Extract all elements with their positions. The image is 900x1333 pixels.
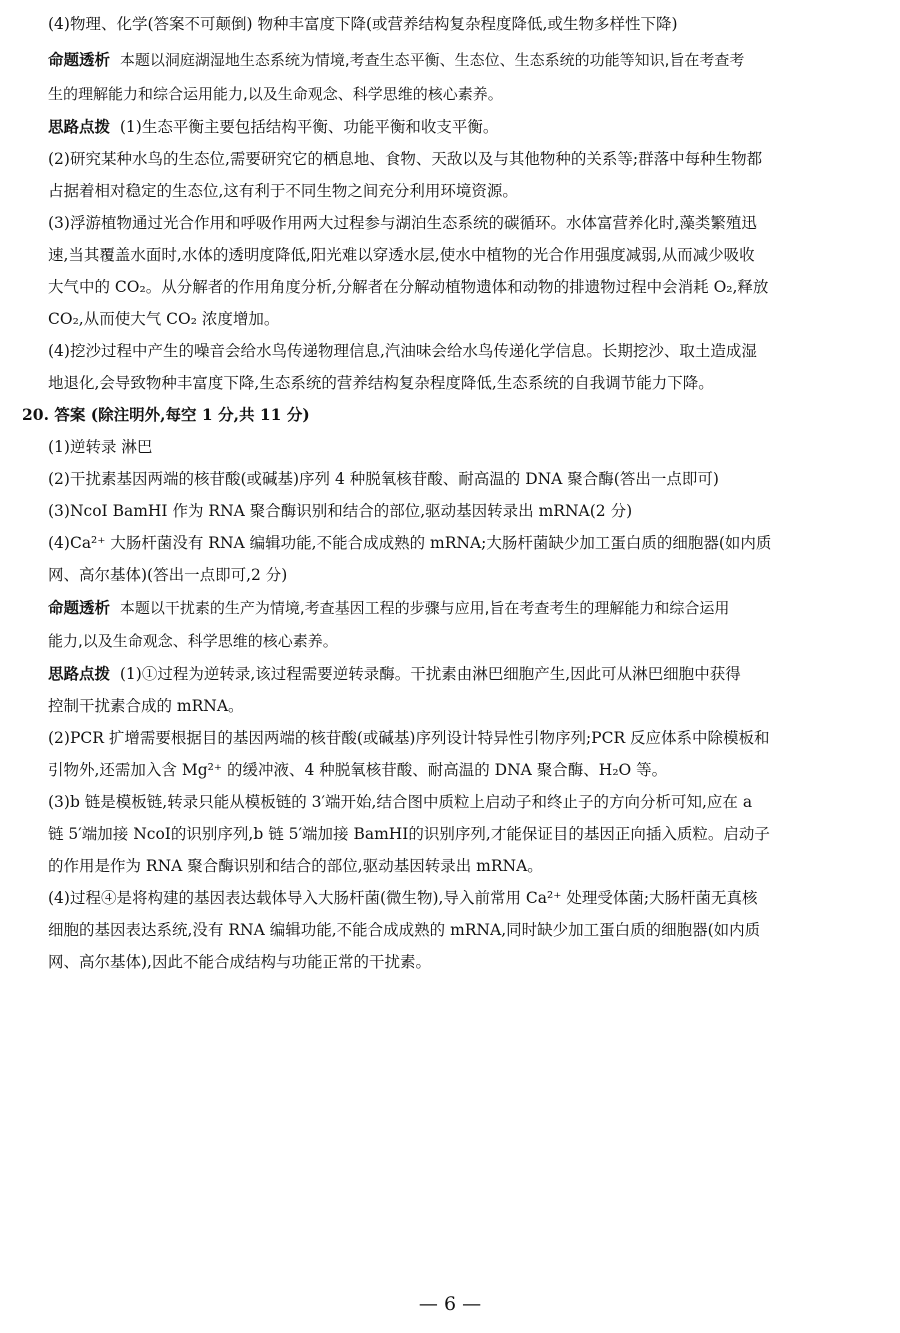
q20-answer-4-line-1: (4)Ca²⁺ 大肠杆菌没有 RNA 编辑功能,不能合成成熟的 mRNA;大肠杆菌缺少加工蛋白质的细胞器(如内质 <box>48 534 772 552</box>
page-number: — 6 — <box>418 1293 482 1315</box>
q19-hint-3-line-4: CO₂,从而使大气 CO₂ 浓度增加。 <box>48 310 280 328</box>
q20-hint-4-line-1: (4)过程④是将构建的基因表达载体导入大肠杆菌(微生物),导入前常用 Ca²⁺ 处理受体菌;大肠杆菌无真核 <box>48 889 758 907</box>
q19-hint-4-line-1: (4)挖沙过程中产生的噪音会给水鸟传递物理信息,汽油味会给水鸟传递化学信息。长期挖沙、取土造成湿 <box>48 342 757 360</box>
q20-analysis-line-1 <box>48 598 880 618</box>
q20-answer-3: (3)NcoⅠ BamHⅠ 作为 RNA 聚合酶识别和结合的部位,驱动基因转录出 mRNA(2 分) <box>48 502 633 520</box>
q20-hint-line-1 <box>48 664 880 684</box>
q20-analysis-label: 命题透析 <box>48 598 111 617</box>
q20-hint-1-text: (1)①过程为逆转录,该过程需要逆转录酶。干扰素由淋巴细胞产生,因此可从淋巴细胞中获得 <box>119 665 741 683</box>
q19-hint-4-line-2: 地退化,会导致物种丰富度下降,生态系统的营养结构复杂程度降低,生态系统的自我调节能力下降。 <box>48 374 714 392</box>
q19-hint-label: 思路点拨 <box>48 117 111 136</box>
q19-answer-4: (4)物理、化学(答案不可颠倒) 物种丰富度下降(或营养结构复杂程度降低,或生物多样性下降) <box>48 15 678 33</box>
q20-hint-4-line-2: 细胞的基因表达系统,没有 RNA 编辑功能,不能合成成熟的 mRNA,同时缺少加工蛋白质的细胞器(如内质 <box>48 921 761 939</box>
q19-analysis-text-1: 本题以洞庭湖湿地生态系统为情境,考查生态平衡、生态位、生态系统的功能等知识,旨在考查考 <box>119 51 745 69</box>
q20-header: 20. 答案 (除注明外,每空 1 分,共 11 分) <box>22 405 310 424</box>
q19-analysis-line-1 <box>48 50 880 70</box>
q20-hint-2-line-2: 引物外,还需加入含 Mg²⁺ 的缓冲液、4 种脱氧核苷酸、耐高温的 DNA 聚合酶、H₂O 等。 <box>48 761 668 779</box>
q19-hint-2-line-2: 占据着相对稳定的生态位,这有利于不同生物之间充分利用环境资源。 <box>48 182 518 200</box>
q19-analysis-label: 命题透析 <box>48 50 111 69</box>
q20-answer-2: (2)干扰素基因两端的核苷酸(或碱基)序列 4 种脱氧核苷酸、耐高温的 DNA 聚合酶(答出一点即可) <box>48 470 719 488</box>
q19-hint-2-line-1: (2)研究某种水鸟的生态位,需要研究它的栖息地、食物、天敌以及与其他物种的关系等;群落中每种生物都 <box>48 150 763 168</box>
q19-hint-3-line-3: 大气中的 CO₂。从分解者的作用角度分析,分解者在分解动植物遗体和动物的排遗物过程中会消耗 O₂,释放 <box>48 278 769 296</box>
q20-hint-4-line-3: 网、高尔基体),因此不能合成结构与功能正常的干扰素。 <box>48 953 431 971</box>
q20-hint-3-line-1: (3)b 链是模板链,转录只能从模板链的 3′端开始,结合图中质粒上启动子和终止子的方向分析可知,应在 a <box>48 793 753 811</box>
q20-hint-2-line-1: (2)PCR 扩增需要根据目的基因两端的核苷酸(或碱基)序列设计特异性引物序列;PCR 反应体系中除模板和 <box>48 729 770 747</box>
q20-hint-3-line-2: 链 5′端加接 NcoⅠ的识别序列,b 链 5′端加接 BamHⅠ的识别序列,才能保证目的基因正向插入质粒。启动子 <box>48 825 770 843</box>
q19-hint-line-1 <box>48 117 880 137</box>
q20-hint-label: 思路点拨 <box>48 664 111 683</box>
q19-analysis-line-2: 生的理解能力和综合运用能力,以及生命观念、科学思维的核心素养。 <box>48 85 503 103</box>
q20-analysis-text-1: 本题以干扰素的生产为情境,考查基因工程的步骤与应用,旨在考查考生的理解能力和综合运用 <box>119 599 730 617</box>
q20-hint-1-line-2: 控制干扰素合成的 mRNA。 <box>48 697 244 715</box>
q19-hint-3-line-1: (3)浮游植物通过光合作用和呼吸作用两大过程参与湖泊生态系统的碳循环。水体富营养化时,藻类繁殖迅 <box>48 214 757 232</box>
q20-analysis-line-2: 能力,以及生命观念、科学思维的核心素养。 <box>48 632 338 650</box>
q19-hint-3-line-2: 速,当其覆盖水面时,水体的透明度降低,阳光难以穿透水层,使水中植物的光合作用强度减弱,从而减少吸收 <box>48 246 755 264</box>
q20-hint-3-line-3: 的作用是作为 RNA 聚合酶识别和结合的部位,驱动基因转录出 mRNA。 <box>48 857 543 875</box>
q20-answer-4-line-2: 网、高尔基体)(答出一点即可,2 分) <box>48 566 288 584</box>
q20-answer-1: (1)逆转录 淋巴 <box>48 438 153 456</box>
q19-hint-1-text: (1)生态平衡主要包括结构平衡、功能平衡和收支平衡。 <box>119 118 499 136</box>
